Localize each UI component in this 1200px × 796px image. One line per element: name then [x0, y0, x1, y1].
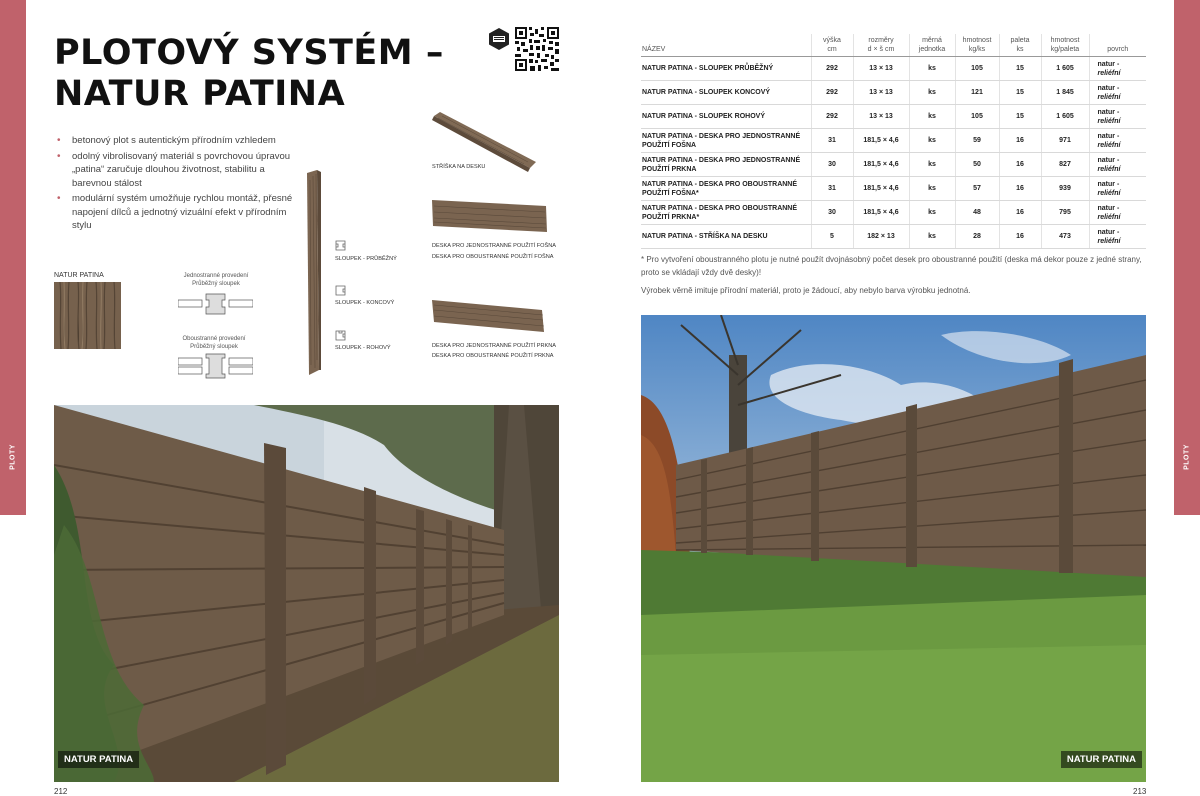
feature-list: [54, 134, 294, 235]
table-row: NATUR PATINA - DESKA PRO JEDNOSTRANNÉ POUŽITÍ FOŠNA 31 181,5 × 4,6 ks 59 16 971 natur - reliéfní: [641, 129, 1146, 153]
post-corner-profile-icon: [335, 330, 346, 341]
col-height-header: výška cm: [811, 34, 853, 57]
label-fosna-single: DESKA PRO JEDNOSTRANNÉ POUŽITÍ FOŠNA: [432, 243, 557, 249]
table-row: NATUR PATINA - STŘÍŠKA NA DESKU 5 182 × 13 ks 28 16 473 natur - reliéfní: [641, 225, 1146, 249]
feature-item: • odolný vibrolisovaný materiál s povrchovou úpravou „patina“ zaručuje dlouhou životnost, stabilitu a barevnou stálost: [54, 150, 294, 191]
col-unit-header: měrná jednotka: [909, 34, 955, 57]
table-row: NATUR PATINA - DESKA PRO JEDNOSTRANNÉ POUŽITÍ PRKNA 30 181,5 × 4,6 ks 50 16 827 natur - reliéfní: [641, 153, 1146, 177]
label-post-corner: SLOUPEK - ROHOVÝ: [335, 345, 391, 351]
fence-photo-left: [54, 405, 559, 782]
feature-item: • betonový plot s autentickým přírodním vzhledem: [54, 134, 294, 148]
brand-badge-icon: [488, 28, 510, 50]
label-prkna-single: DESKA PRO JEDNOSTRANNÉ POUŽITÍ PRKNA: [432, 343, 557, 349]
imitation-note: Výrobek věrně imituje přírodní materiál, proto je žádoucí, aby nebylo barva výrobku jednotná.: [641, 286, 971, 295]
table-row: NATUR PATINA - SLOUPEK PRŮBĚŽNÝ 292 13 × 13 ks 105 15 1 605 natur - reliéfní: [641, 57, 1146, 81]
col-pallet-weight-header: hmotnost kg/paleta: [1041, 34, 1089, 57]
swatch-label: NATUR PATINA: [54, 272, 104, 279]
post-image: [305, 170, 321, 375]
side-tab-right: [1174, 0, 1200, 515]
label-prkna-double: DESKA PRO OBOUSTRANNÉ POUŽITÍ PRKNA: [432, 353, 554, 359]
diagram-double-profile: [178, 353, 253, 379]
spec-table: [641, 34, 1146, 249]
texture-swatch: [54, 282, 121, 349]
col-surface-header: povrch: [1089, 34, 1146, 57]
diagram-single-caption: Jednostranné provedení Průběžný sloupek: [183, 273, 249, 287]
table-row: NATUR PATINA - SLOUPEK ROHOVÝ 292 13 × 13 ks 105 15 1 605 natur - reliéfní: [641, 105, 1146, 129]
col-name-header: NÁZEV: [641, 34, 811, 57]
side-tab-label: PLOTY: [1183, 444, 1191, 470]
post-end-profile-icon: [335, 285, 346, 296]
fence-photo-left-image: [54, 405, 559, 782]
side-tab-left: [0, 0, 26, 515]
page-number-left: 212: [54, 787, 68, 796]
label-fosna-double: DESKA PRO OBOUSTRANNÉ POUŽITÍ FOŠNA: [432, 254, 554, 260]
table-row: NATUR PATINA - SLOUPEK KONCOVÝ 292 13 × 13 ks 121 15 1 845 natur - reliéfní: [641, 81, 1146, 105]
board-prkna-image: [432, 298, 544, 334]
photo-right-label: NATUR PATINA: [1061, 751, 1142, 768]
photo-left-label: NATUR PATINA: [58, 751, 139, 768]
page-number-right: 213: [1133, 787, 1147, 796]
side-tab-label: PLOTY: [9, 444, 17, 470]
diagram-single-profile: [178, 292, 253, 316]
label-post-end: SLOUPEK - KONCOVÝ: [335, 300, 395, 306]
fence-photo-right: [641, 315, 1146, 782]
board-fosna-image: [432, 198, 547, 234]
table-header-row: [641, 34, 1146, 57]
footnote-text: * Pro vytvoření oboustranného plotu je nutné použít dvojnásobný počet desek pro oboustranné použití (deska má dekor pouze z jedné strany, proto se vkládají vždy dvě desky)!: [641, 255, 1142, 277]
post-mid-profile-icon: [335, 240, 346, 251]
cap-image: [432, 110, 536, 172]
title-line-1: PLOTOVÝ SYSTÉM –: [54, 33, 444, 73]
feature-item: • modulární systém umožňuje rychlou montáž, přesné napojení dílců a jednotný vizuální efekt v přírodním stylu: [54, 192, 294, 233]
qr-code-icon[interactable]: [515, 27, 559, 71]
col-dims-header: rozměry d × š cm: [853, 34, 909, 57]
col-weight-header: hmotnost kg/ks: [955, 34, 999, 57]
table-row: NATUR PATINA - DESKA PRO OBOUSTRANNÉ POUŽITÍ PRKNA* 30 181,5 × 4,6 ks 48 16 795 natur - reliéfní: [641, 201, 1146, 225]
page-title: [54, 33, 444, 115]
col-pallet-header: paleta ks: [999, 34, 1041, 57]
title-line-2: NATUR PATINA: [54, 74, 346, 114]
table-row: NATUR PATINA - DESKA PRO OBOUSTRANNÉ POUŽITÍ FOŠNA* 31 181,5 × 4,6 ks 57 16 939 natur - reliéfní: [641, 177, 1146, 201]
fence-photo-right-image: [641, 315, 1146, 782]
diagram-double-caption: Oboustranné provedení Průběžný sloupek: [182, 336, 246, 350]
label-post-mid: SLOUPEK - PRŮBĚŽNÝ: [335, 256, 397, 262]
label-cap: STŘÍŠKA NA DESKU: [432, 164, 486, 170]
